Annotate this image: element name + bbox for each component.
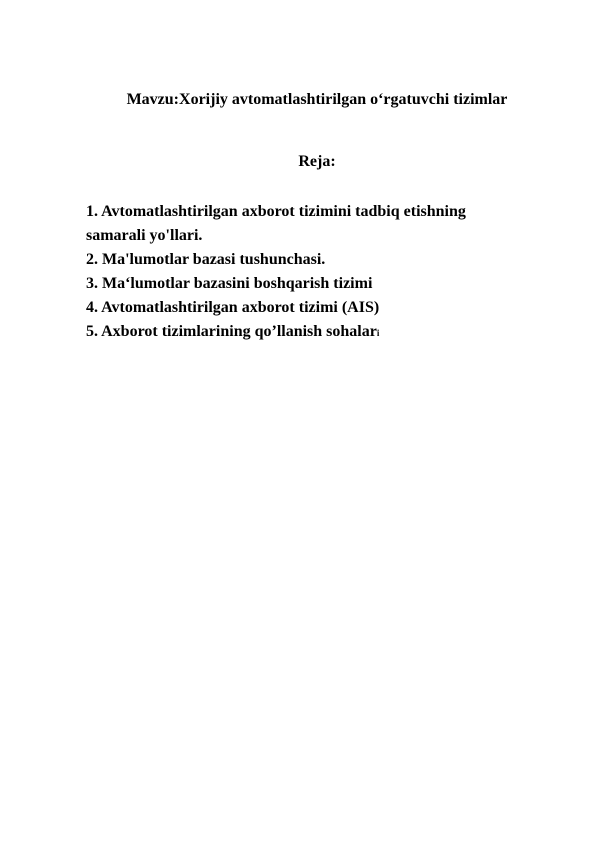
plan-item-5-text: 5. Axborot tizimlarining qo’llanish sohalar [86, 323, 377, 340]
plan-heading: Reja: [298, 153, 336, 170]
plan-item-1-line-2: samarali yo'llari. [86, 227, 203, 244]
plan-item-3: 3. Ma‘lumotlar bazasini boshqarish tizimi [86, 275, 373, 292]
plan-item-2: 2. Ma'lumotlar bazasi tushunchasi. [86, 251, 326, 268]
plan-item-4: 4. Avtomatlashtirilgan axborot tizimi (AIS) [86, 299, 380, 316]
plan-item-1 [86, 200, 546, 248]
document-title: Mavzu:Xorijiy avtomatlashtirilgan o‘rgatuvchi tizimlar [126, 91, 508, 108]
plan-item-1-line-1: 1. Avtomatlashtirilgan axborot tizimini tadbiq etishning [86, 203, 466, 220]
plan-item-5 [86, 320, 546, 345]
plan-item-5-tail: i [376, 328, 380, 338]
plan-list [86, 200, 546, 345]
